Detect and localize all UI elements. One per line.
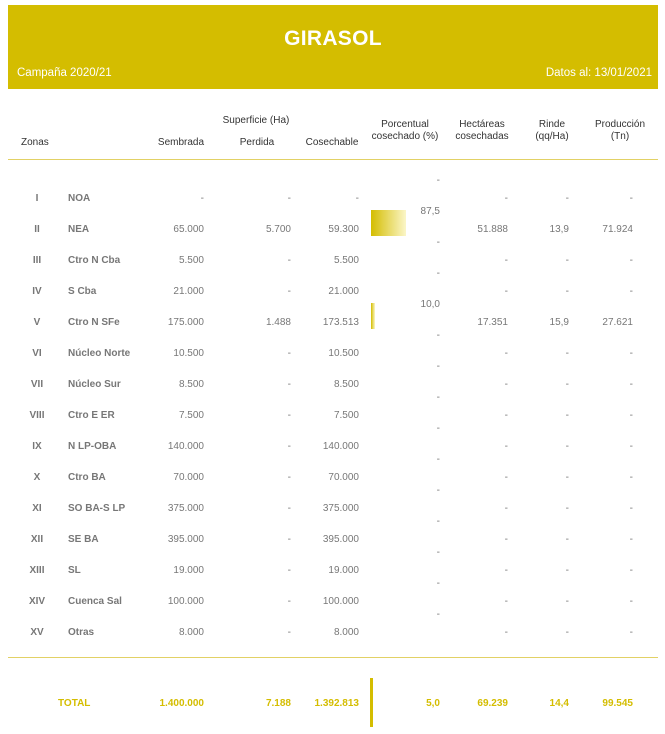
cell-sembrada: 395.000	[167, 534, 204, 545]
header-divider	[8, 159, 658, 160]
cell-porcentual: -	[436, 330, 440, 341]
cell-cosechable: 8.000	[333, 627, 359, 638]
cell-cosechable: 5.500	[333, 255, 359, 266]
cell-porcentual: 10,0	[420, 299, 440, 310]
total-rinde: 14,4	[549, 698, 569, 709]
cell-cosechable: 100.000	[322, 596, 359, 607]
col-header-rinde	[528, 119, 576, 143]
cell-rinde: -	[565, 348, 569, 359]
report-title: GIRASOL	[284, 27, 382, 50]
cell-sembrada: 10.500	[173, 348, 204, 359]
zone-number: III	[32, 255, 42, 266]
cell-hectareas: -	[504, 565, 508, 576]
cell-sembrada: 375.000	[167, 503, 204, 514]
cell-perdida: -	[287, 348, 291, 359]
cell-sembrada: 65.000	[173, 224, 204, 235]
zone-number: VII	[30, 379, 44, 390]
cell-sembrada: 70.000	[173, 472, 204, 483]
cell-perdida: -	[287, 534, 291, 545]
cell-porcentual: -	[436, 609, 440, 620]
zone-number: II	[34, 224, 40, 235]
zone-name: Cuenca Sal	[68, 596, 122, 607]
cell-hectareas: 17.351	[477, 317, 508, 328]
total-pct: 5,0	[426, 698, 440, 709]
cell-perdida: -	[287, 565, 291, 576]
col-header-produccion	[590, 119, 650, 143]
cell-rinde: -	[565, 534, 569, 545]
cell-porcentual: -	[436, 392, 440, 403]
cell-cosechable: 173.513	[322, 317, 359, 328]
harvest-progress-bar	[371, 210, 406, 236]
total-divider	[8, 657, 658, 658]
cell-hectareas: -	[504, 255, 508, 266]
col-header-hectareas-line2: cosechadas	[455, 131, 509, 142]
cell-sembrada: 140.000	[167, 441, 204, 452]
zone-name: Ctro BA	[68, 472, 106, 483]
cell-sembrada: 8.000	[178, 627, 204, 638]
cell-hectareas: -	[504, 379, 508, 390]
cell-sembrada: 8.500	[178, 379, 204, 390]
col-header-zonas: Zonas	[21, 137, 49, 148]
zone-name: SO BA-S LP	[68, 503, 126, 514]
col-header-porcentual-line2: cosechado (%)	[371, 131, 439, 142]
data-date: Datos al: 13/01/2021	[545, 67, 652, 79]
cell-hectareas: -	[504, 534, 508, 545]
cell-porcentual: -	[436, 578, 440, 589]
col-header-perdida: Perdida	[239, 137, 275, 148]
zone-number: XII	[30, 534, 44, 545]
cell-sembrada: 7.500	[178, 410, 204, 421]
cell-porcentual: -	[436, 547, 440, 558]
col-header-superficie: Superficie (Ha)	[222, 115, 290, 126]
col-header-rinde-line1: Rinde	[538, 119, 566, 130]
cell-perdida: -	[287, 503, 291, 514]
cell-porcentual: -	[436, 361, 440, 372]
cell-produccion: -	[629, 596, 633, 607]
cell-hectareas: -	[504, 441, 508, 452]
cell-rinde: 13,9	[549, 224, 569, 235]
cell-sembrada: 19.000	[173, 565, 204, 576]
cell-porcentual: -	[436, 516, 440, 527]
cell-hectareas: -	[504, 472, 508, 483]
cell-sembrada: -	[200, 193, 204, 204]
cell-rinde: -	[565, 565, 569, 576]
cell-sembrada: 21.000	[173, 286, 204, 297]
cell-porcentual: 87,5	[420, 206, 440, 217]
cell-produccion: -	[629, 286, 633, 297]
total-perdida: 7.188	[265, 698, 291, 709]
zone-name: NEA	[68, 224, 90, 235]
cell-porcentual: -	[436, 268, 440, 279]
zone-number: IV	[32, 286, 42, 297]
cell-rinde: -	[565, 472, 569, 483]
cell-sembrada: 100.000	[167, 596, 204, 607]
zone-number: XV	[30, 627, 44, 638]
cell-produccion: -	[629, 193, 633, 204]
col-header-hectareas-line1: Hectáreas	[459, 119, 505, 130]
cell-rinde: 15,9	[549, 317, 569, 328]
zone-name: Núcleo Norte	[68, 348, 131, 359]
cell-produccion: -	[629, 379, 633, 390]
zone-number: IX	[32, 441, 42, 452]
col-header-porcentual	[366, 119, 444, 143]
zone-number: XIV	[28, 596, 46, 607]
cell-produccion: -	[629, 472, 633, 483]
total-cosechable: 1.392.813	[314, 698, 359, 709]
cell-porcentual: -	[436, 423, 440, 434]
cell-rinde: -	[565, 379, 569, 390]
cell-rinde: -	[565, 503, 569, 514]
cell-rinde: -	[565, 441, 569, 452]
cell-hectareas: -	[504, 348, 508, 359]
col-header-produccion-line1: Producción	[594, 119, 646, 130]
cell-rinde: -	[565, 255, 569, 266]
col-header-cosechable: Cosechable	[305, 137, 359, 148]
zone-name: SE BA	[68, 534, 99, 545]
col-header-produccion-line2: (Tn)	[610, 131, 630, 142]
cell-cosechable: 7.500	[333, 410, 359, 421]
cell-hectareas: -	[504, 286, 508, 297]
total-pct-bar	[370, 678, 373, 727]
cell-cosechable: 8.500	[333, 379, 359, 390]
cell-produccion: -	[629, 565, 633, 576]
cell-perdida: 1.488	[265, 317, 291, 328]
zone-number: I	[35, 193, 39, 204]
cell-porcentual: -	[436, 454, 440, 465]
campaign-label: Campaña 2020/21	[17, 67, 112, 79]
zone-name: SL	[68, 565, 81, 576]
cell-perdida: -	[287, 410, 291, 421]
cell-porcentual: -	[436, 237, 440, 248]
cell-hectareas: -	[504, 193, 508, 204]
cell-produccion: -	[629, 410, 633, 421]
zone-name: NOA	[68, 193, 91, 204]
cell-perdida: -	[287, 255, 291, 266]
total-produccion: 99.545	[602, 698, 633, 709]
cell-hectareas: 51.888	[477, 224, 508, 235]
cell-porcentual: -	[436, 485, 440, 496]
harvest-progress-bar	[371, 303, 375, 329]
zone-name: Otras	[68, 627, 95, 638]
zone-name: S Cba	[68, 286, 97, 297]
cell-produccion: 71.924	[602, 224, 633, 235]
cell-cosechable: 21.000	[328, 286, 359, 297]
cell-perdida: -	[287, 627, 291, 638]
total-hectareas: 69.239	[477, 698, 508, 709]
cell-rinde: -	[565, 193, 569, 204]
col-header-rinde-line2: (qq/Ha)	[535, 131, 569, 142]
cell-produccion: 27.621	[602, 317, 633, 328]
cell-cosechable: 140.000	[322, 441, 359, 452]
cell-cosechable: 59.300	[328, 224, 359, 235]
cell-perdida: -	[287, 472, 291, 483]
cell-rinde: -	[565, 596, 569, 607]
col-header-sembrada: Sembrada	[157, 137, 205, 148]
cell-rinde: -	[565, 627, 569, 638]
cell-hectareas: -	[504, 410, 508, 421]
cell-hectareas: -	[504, 503, 508, 514]
cell-porcentual: -	[436, 175, 440, 186]
cell-cosechable: 19.000	[328, 565, 359, 576]
cell-hectareas: -	[504, 596, 508, 607]
cell-produccion: -	[629, 441, 633, 452]
zone-name: Núcleo Sur	[68, 379, 121, 390]
cell-produccion: -	[629, 348, 633, 359]
zone-name: Ctro E ER	[68, 410, 115, 421]
cell-produccion: -	[629, 255, 633, 266]
cell-rinde: -	[565, 410, 569, 421]
total-sembrada: 1.400.000	[159, 698, 204, 709]
col-header-hectareas	[448, 119, 516, 143]
cell-cosechable: 375.000	[322, 503, 359, 514]
cell-hectareas: -	[504, 627, 508, 638]
title-banner	[8, 5, 658, 89]
zone-name: Ctro N Cba	[68, 255, 121, 266]
cell-perdida: -	[287, 193, 291, 204]
col-header-porcentual-line1: Porcentual	[381, 119, 429, 130]
zone-number: VIII	[29, 410, 45, 421]
cell-sembrada: 5.500	[178, 255, 204, 266]
cell-cosechable: 10.500	[328, 348, 359, 359]
total-label: TOTAL	[58, 698, 91, 709]
cell-cosechable: 395.000	[322, 534, 359, 545]
cell-produccion: -	[629, 627, 633, 638]
cell-perdida: -	[287, 441, 291, 452]
cell-rinde: -	[565, 286, 569, 297]
cell-perdida: 5.700	[265, 224, 291, 235]
zone-name: N LP-OBA	[68, 441, 117, 452]
cell-cosechable: 70.000	[328, 472, 359, 483]
zone-number: X	[33, 472, 41, 483]
zone-number: V	[33, 317, 41, 328]
cell-perdida: -	[287, 379, 291, 390]
cell-perdida: -	[287, 596, 291, 607]
zone-number: XIII	[29, 565, 45, 576]
cell-perdida: -	[287, 286, 291, 297]
cell-produccion: -	[629, 534, 633, 545]
zone-number: VI	[32, 348, 42, 359]
cell-sembrada: 175.000	[167, 317, 204, 328]
zone-name: Ctro N SFe	[68, 317, 120, 328]
cell-produccion: -	[629, 503, 633, 514]
cell-cosechable: -	[355, 193, 359, 204]
zone-number: XI	[32, 503, 42, 514]
